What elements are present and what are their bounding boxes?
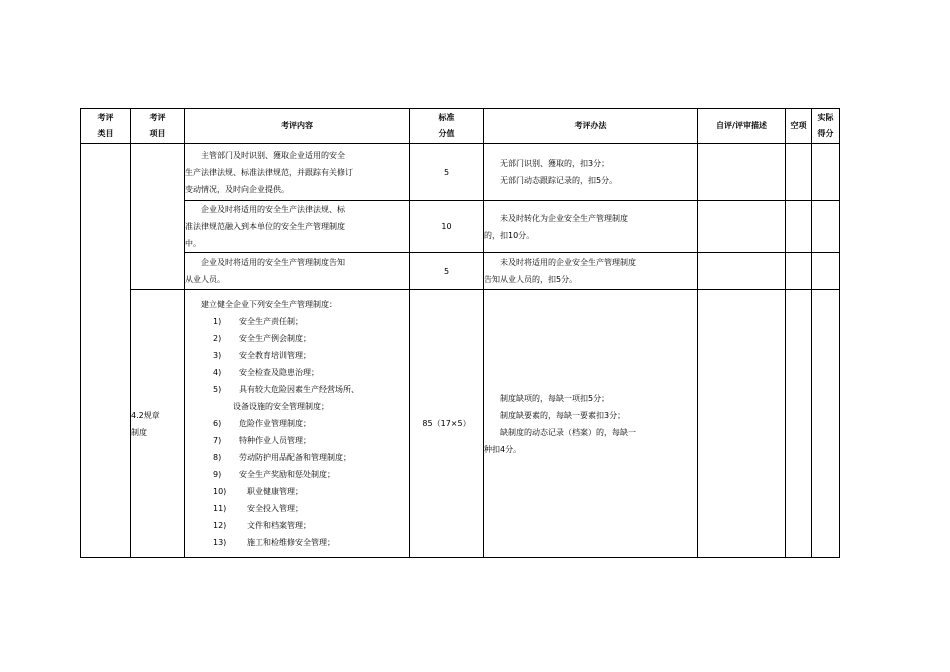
self-review-cell: [698, 201, 786, 253]
method-cell: 无部门识别、獲取的，扣3分； 无部门动态跟踪记录的，扣5分。: [484, 144, 698, 201]
list-item: [185, 500, 409, 517]
list-item: [185, 466, 409, 483]
list-item: [185, 313, 409, 330]
self-review-cell: [698, 253, 786, 290]
actual-score-cell: [812, 253, 840, 290]
list-item: [185, 517, 409, 534]
list-item: [185, 347, 409, 364]
list-item: [185, 330, 409, 347]
list-item-number: 5): [213, 385, 222, 394]
list-item: [185, 415, 409, 432]
method-cell: 未及时转化为企业安全生产管理制度 的，扣10分。: [484, 201, 698, 253]
list-item: [185, 364, 409, 381]
header-row: [81, 109, 840, 144]
header-actual: 实际 得分: [812, 109, 840, 144]
header-item: 考评 项目: [131, 109, 185, 144]
content-cell: 企业及时将适用的安全生产管理制度告知 从业人员。: [185, 253, 410, 290]
list-item-number: 2): [213, 334, 222, 343]
header-category: 考评 类目: [81, 109, 131, 144]
list-item-text: 安全生产奖励和惩处制度；: [239, 470, 335, 479]
header-content: 考评内容: [185, 109, 410, 144]
list-item-text: 特种作业人员管理；: [239, 436, 311, 445]
list-item-number: 10): [213, 487, 227, 496]
list-item-number: 1): [213, 317, 222, 326]
list-item-text: 安全教育培训管理；: [239, 351, 311, 360]
list-item: [185, 381, 409, 398]
list-item-text: 安全检查及隐患治理；: [239, 368, 319, 377]
actual-score-cell: [812, 201, 840, 253]
content-cell: 企业及时将适用的安全生产法律法规、标 准法律规范融入到本单位的安全生产管理制度 中。: [185, 201, 410, 253]
blank-cell: [786, 290, 812, 558]
table-row: [81, 201, 840, 253]
header-method: 考评办法: [484, 109, 698, 144]
list-item-text: 文件和档案管理；: [247, 521, 311, 530]
list-item-number: 7): [213, 436, 222, 445]
method-cell: 制度缺项的，每缺一项扣5分； 制度缺要素的，每缺一要素扣3分； 缺制度的动态记录（档案）的，每缺一 种扣4分。: [484, 290, 698, 558]
list-item-number: 3): [213, 351, 222, 360]
item-cell: 4.2规章 制度: [131, 290, 185, 558]
self-review-cell: [698, 144, 786, 201]
list-item-text: 安全投入管理；: [247, 504, 303, 513]
standard-score: 85（17×5）: [410, 290, 484, 558]
list-item-number: 6): [213, 419, 222, 428]
blank-cell: [786, 253, 812, 290]
list-item-number: 4): [213, 368, 222, 377]
category-cell: [81, 144, 131, 558]
list-item-text: 具有较大危险因素生产经营场所、: [239, 385, 359, 394]
actual-score-cell: [812, 290, 840, 558]
list-item: [185, 432, 409, 449]
self-review-cell: [698, 290, 786, 558]
blank-cell: [786, 201, 812, 253]
list-item: [185, 449, 409, 466]
regulation-list: [185, 313, 409, 551]
list-item-text: 职业健康管理；: [247, 487, 303, 496]
list-item-number: 13): [213, 538, 227, 547]
actual-score-cell: [812, 144, 840, 201]
list-item: [185, 483, 409, 500]
header-standard: 标准 分值: [410, 109, 484, 144]
list-item-text: 劳动防护用品配备和管理制度；: [239, 453, 351, 462]
blank-cell: [786, 144, 812, 201]
list-item-text: 危险作业管理制度；: [239, 419, 311, 428]
table-row: [81, 253, 840, 290]
content-cell: 主管部门及时识别、獲取企业适用的安全 生产法律法规、标准法律规范，并跟踪有关修订 变动情况，及时向企业提供。: [185, 144, 410, 201]
list-item-number: 9): [213, 470, 222, 479]
table-row: [81, 144, 840, 201]
item-cell: [131, 144, 185, 290]
list-item-text: 设备设施的安全管理制度；: [233, 402, 329, 411]
list-item-number: 11): [213, 504, 227, 513]
list-item-number: 12): [213, 521, 227, 530]
standard-score: 5: [410, 253, 484, 290]
header-blank: 空项: [786, 109, 812, 144]
list-item-text: 安全生产责任制；: [239, 317, 303, 326]
content-cell: 建立健全企业下列安全生产管理制度： 1) 安全生产责任制； 2) 安全生产例会制度； 3) 安全教育培训管理； 4) 安全检查及隐患治理； 5) 具有较大危险因素生产经营场所、 设备设施的安全管理制度； 6) 危险作业管理制度； 7) 特种作业人员管理； 8) 劳动防护用品配备和管理制度； 9) 安全生产奖励和惩处制度； 10) 职业健康管理； 11) 安全投入管理； 12) 文件和档案管理； 13) 施工和检维修安全管理；: [185, 290, 410, 558]
standard-score: 10: [410, 201, 484, 253]
list-item: [185, 398, 409, 415]
method-cell: 未及时将适用的企业安全生产管理制度 告知从业人员的，扣5分。: [484, 253, 698, 290]
list-item: [185, 534, 409, 551]
standard-score: 5: [410, 144, 484, 201]
list-item-text: 施工和检维修安全管理；: [247, 538, 335, 547]
evaluation-table: [80, 108, 840, 558]
table-row: [81, 290, 840, 558]
list-item-number: 8): [213, 453, 222, 462]
list-item-text: 安全生产例会制度；: [239, 334, 311, 343]
header-self-review: 自评/评审描述: [698, 109, 786, 144]
